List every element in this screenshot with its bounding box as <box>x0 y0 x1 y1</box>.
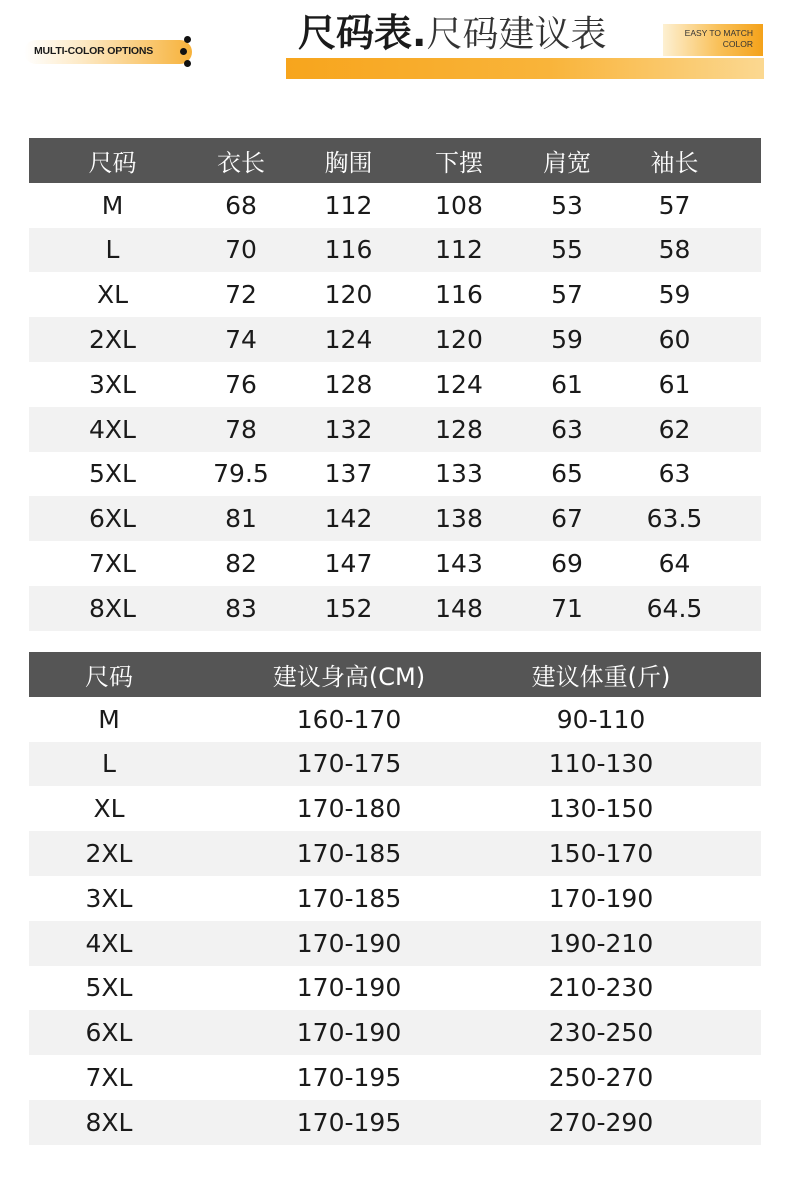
value-cell: 133 <box>435 459 483 489</box>
value-cell: 62 <box>658 414 691 444</box>
table-row <box>29 831 761 876</box>
value-cell: 124 <box>435 369 483 399</box>
table-row <box>29 586 761 631</box>
table-row <box>29 1010 761 1055</box>
value-cell: 116 <box>435 280 483 310</box>
value-cell: 132 <box>324 414 373 444</box>
value-cell: 147 <box>324 549 373 579</box>
table-header-row <box>29 138 761 183</box>
value-cell: 59 <box>551 325 583 355</box>
size-cell: XL <box>96 280 129 310</box>
table-row <box>29 966 761 1011</box>
value-cell: 170-195 <box>296 1107 402 1137</box>
size-cell: 7XL <box>89 549 136 579</box>
column-header: 建议身高(CM) <box>272 662 426 691</box>
size-cell: 8XL <box>89 593 136 623</box>
value-cell: 78 <box>225 414 257 444</box>
value-cell: 160-170 <box>296 704 402 734</box>
value-cell: 58 <box>658 235 691 265</box>
easy-to-match-badge <box>663 24 763 56</box>
value-cell: 67 <box>551 504 583 534</box>
value-cell: 170-190 <box>296 1018 402 1048</box>
value-cell: 230-250 <box>548 1018 654 1048</box>
value-cell: 57 <box>658 190 691 220</box>
table-row <box>29 921 761 966</box>
value-cell: 152 <box>324 593 373 623</box>
size-cell: 8XL <box>85 1107 133 1137</box>
size-cell: 6XL <box>85 1018 133 1048</box>
value-cell: 128 <box>324 369 373 399</box>
value-cell: 270-290 <box>548 1107 654 1137</box>
title-bold: 尺码表 <box>298 11 413 55</box>
value-cell: 59 <box>658 280 691 310</box>
value-cell: 63 <box>658 459 691 489</box>
table-row <box>29 362 761 407</box>
table-row <box>29 786 761 831</box>
dots-icon <box>180 36 194 68</box>
value-cell: 60 <box>658 325 691 355</box>
value-cell: 112 <box>324 190 373 220</box>
value-cell: 124 <box>324 325 373 355</box>
size-cell: 4XL <box>85 928 133 958</box>
value-cell: 116 <box>324 235 373 265</box>
value-cell: 83 <box>225 593 257 623</box>
value-cell: 64.5 <box>646 593 703 623</box>
value-cell: 170-190 <box>548 883 654 913</box>
value-cell: 71 <box>551 593 583 623</box>
value-cell: 120 <box>324 280 373 310</box>
easy-badge-line2: COLOR <box>722 39 753 49</box>
value-cell: 70 <box>225 235 257 265</box>
page-title <box>298 11 607 55</box>
value-cell: 64 <box>658 549 691 579</box>
table-row <box>29 876 761 921</box>
column-header: 下摆 <box>435 148 483 177</box>
value-cell: 143 <box>435 549 483 579</box>
value-cell: 170-175 <box>296 749 402 779</box>
table-row <box>29 1100 761 1145</box>
value-cell: 170-195 <box>296 1063 402 1093</box>
table-row <box>29 541 761 586</box>
table-row <box>29 407 761 452</box>
size-cell: 5XL <box>85 973 133 1003</box>
size-measurement-table <box>29 138 761 631</box>
table-row <box>29 452 761 497</box>
multi-color-tag <box>24 40 192 64</box>
table-row <box>29 272 761 317</box>
value-cell: 250-270 <box>548 1063 654 1093</box>
value-cell: 137 <box>324 459 373 489</box>
value-cell: 170-180 <box>296 794 402 824</box>
value-cell: 108 <box>435 190 483 220</box>
size-cell: 6XL <box>89 504 136 534</box>
value-cell: 128 <box>435 414 483 444</box>
value-cell: 110-130 <box>548 749 654 779</box>
size-cell: 2XL <box>89 325 136 355</box>
value-cell: 68 <box>225 190 257 220</box>
size-cell: 7XL <box>85 1063 133 1093</box>
table-header-row <box>29 652 761 697</box>
title-light: 尺码建议表 <box>426 14 607 55</box>
size-cell: 4XL <box>89 414 136 444</box>
value-cell: 170-185 <box>296 839 402 869</box>
column-header: 衣长 <box>217 148 265 177</box>
title-underline-band <box>286 58 764 79</box>
table-row <box>29 1055 761 1100</box>
table-row <box>29 228 761 273</box>
value-cell: 65 <box>551 459 583 489</box>
easy-badge-line1: EASY TO MATCH <box>684 28 753 38</box>
column-header: 尺码 <box>85 662 133 691</box>
value-cell: 170-190 <box>296 928 402 958</box>
value-cell: 61 <box>658 369 691 399</box>
table-row <box>29 183 761 228</box>
value-cell: 79.5 <box>213 459 269 489</box>
value-cell: 130-150 <box>548 794 654 824</box>
column-header: 袖长 <box>650 148 699 177</box>
size-cell: XL <box>93 794 125 824</box>
value-cell: 55 <box>551 235 583 265</box>
size-cell: M <box>101 190 124 220</box>
column-header: 建议体重(斤) <box>531 662 671 691</box>
table-row <box>29 496 761 541</box>
multi-color-tag-label: MULTI-COLOR OPTIONS <box>34 45 154 57</box>
value-cell: 170-185 <box>296 883 402 913</box>
size-cell: M <box>98 704 120 734</box>
value-cell: 76 <box>225 369 257 399</box>
size-cell: 3XL <box>89 369 136 399</box>
value-cell: 190-210 <box>548 928 654 958</box>
table-row <box>29 317 761 362</box>
value-cell: 69 <box>551 549 583 579</box>
value-cell: 57 <box>551 280 583 310</box>
size-cell: L <box>102 749 116 779</box>
value-cell: 53 <box>551 190 583 220</box>
value-cell: 112 <box>435 235 483 265</box>
value-cell: 150-170 <box>548 839 654 869</box>
value-cell: 90-110 <box>556 704 646 734</box>
value-cell: 138 <box>435 504 483 534</box>
value-cell: 142 <box>324 504 373 534</box>
size-cell: 5XL <box>89 459 136 489</box>
value-cell: 82 <box>225 549 257 579</box>
value-cell: 72 <box>225 280 257 310</box>
table-row <box>29 697 761 742</box>
value-cell: 210-230 <box>548 973 654 1003</box>
value-cell: 170-190 <box>296 973 402 1003</box>
value-cell: 120 <box>435 325 483 355</box>
value-cell: 81 <box>225 504 257 534</box>
title-dot: . <box>412 11 427 55</box>
value-cell: 63.5 <box>646 504 703 534</box>
table-row <box>29 742 761 787</box>
value-cell: 148 <box>435 593 483 623</box>
column-header: 胸围 <box>324 148 373 177</box>
size-cell: L <box>105 235 120 265</box>
column-header: 肩宽 <box>543 148 591 177</box>
size-cell: 2XL <box>85 839 133 869</box>
value-cell: 74 <box>225 325 257 355</box>
size-recommendation-table <box>29 652 761 1145</box>
value-cell: 61 <box>551 369 583 399</box>
value-cell: 63 <box>551 414 583 444</box>
size-cell: 3XL <box>85 883 133 913</box>
column-header: 尺码 <box>88 148 137 177</box>
